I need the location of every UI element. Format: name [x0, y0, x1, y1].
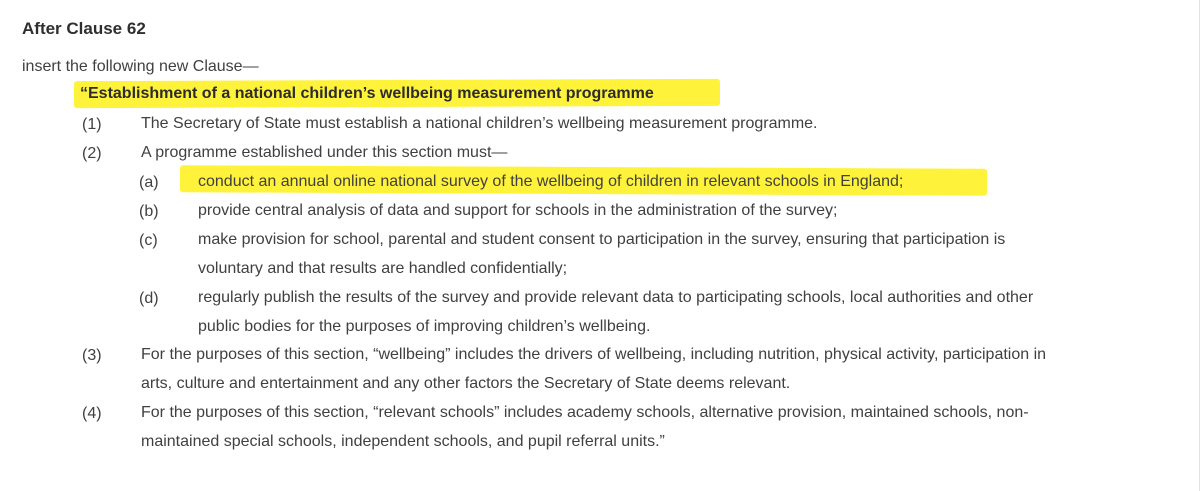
subsection-3-number: (3) — [82, 347, 102, 364]
paragraph-d-number: (d) — [139, 290, 159, 307]
subsection-2-number: (2) — [82, 145, 102, 162]
amendment-heading: After Clause 62 — [22, 19, 146, 38]
paragraph-a-text: conduct an annual online national survey of the wellbeing of children in relevant schools in England; — [198, 173, 904, 190]
subsection-3-text-line-1: For the purposes of this section, “wellbeing” includes the drivers of wellbeing, including nutrition, physical activity, participation in — [141, 346, 1047, 363]
clause-title: “Establishment of a national children’s wellbeing measurement programme — [80, 85, 654, 102]
paragraph-c-number: (c) — [139, 232, 158, 249]
paragraph-d-text-line-1: regularly publish the results of the survey and provide relevant data to participating schools, local authorities and other — [198, 289, 1034, 306]
subsection-1-number: (1) — [82, 116, 102, 133]
subsection-4-number: (4) — [82, 405, 102, 422]
subsection-4-text-line-2: maintained special schools, independent schools, and pupil referral units.” — [141, 433, 665, 450]
subsection-3-text-line-2: arts, culture and entertainment and any other factors the Secretary of State deems relevant. — [141, 375, 791, 392]
amendment-intro: insert the following new Clause— — [22, 58, 259, 75]
paragraph-c-text-line-2: voluntary and that results are handled confidentially; — [198, 260, 568, 277]
paragraph-b-number: (b) — [139, 203, 159, 220]
paragraph-d-text-line-2: public bodies for the purposes of improving children’s wellbeing. — [198, 318, 651, 335]
subsection-1-text: The Secretary of State must establish a national children’s wellbeing measurement programme. — [141, 115, 818, 132]
paragraph-b-text: provide central analysis of data and support for schools in the administration of the survey; — [198, 202, 838, 219]
paragraph-c-text-line-1: make provision for school, parental and student consent to participation in the survey, ensuring that participation is — [198, 231, 1006, 248]
subsection-4-text-line-1: For the purposes of this section, “relevant schools” includes academy schools, alternative provision, maintained schools, non- — [141, 404, 1029, 421]
subsection-2-text: A programme established under this section must— — [141, 144, 508, 161]
paragraph-a-number: (a) — [139, 174, 159, 191]
